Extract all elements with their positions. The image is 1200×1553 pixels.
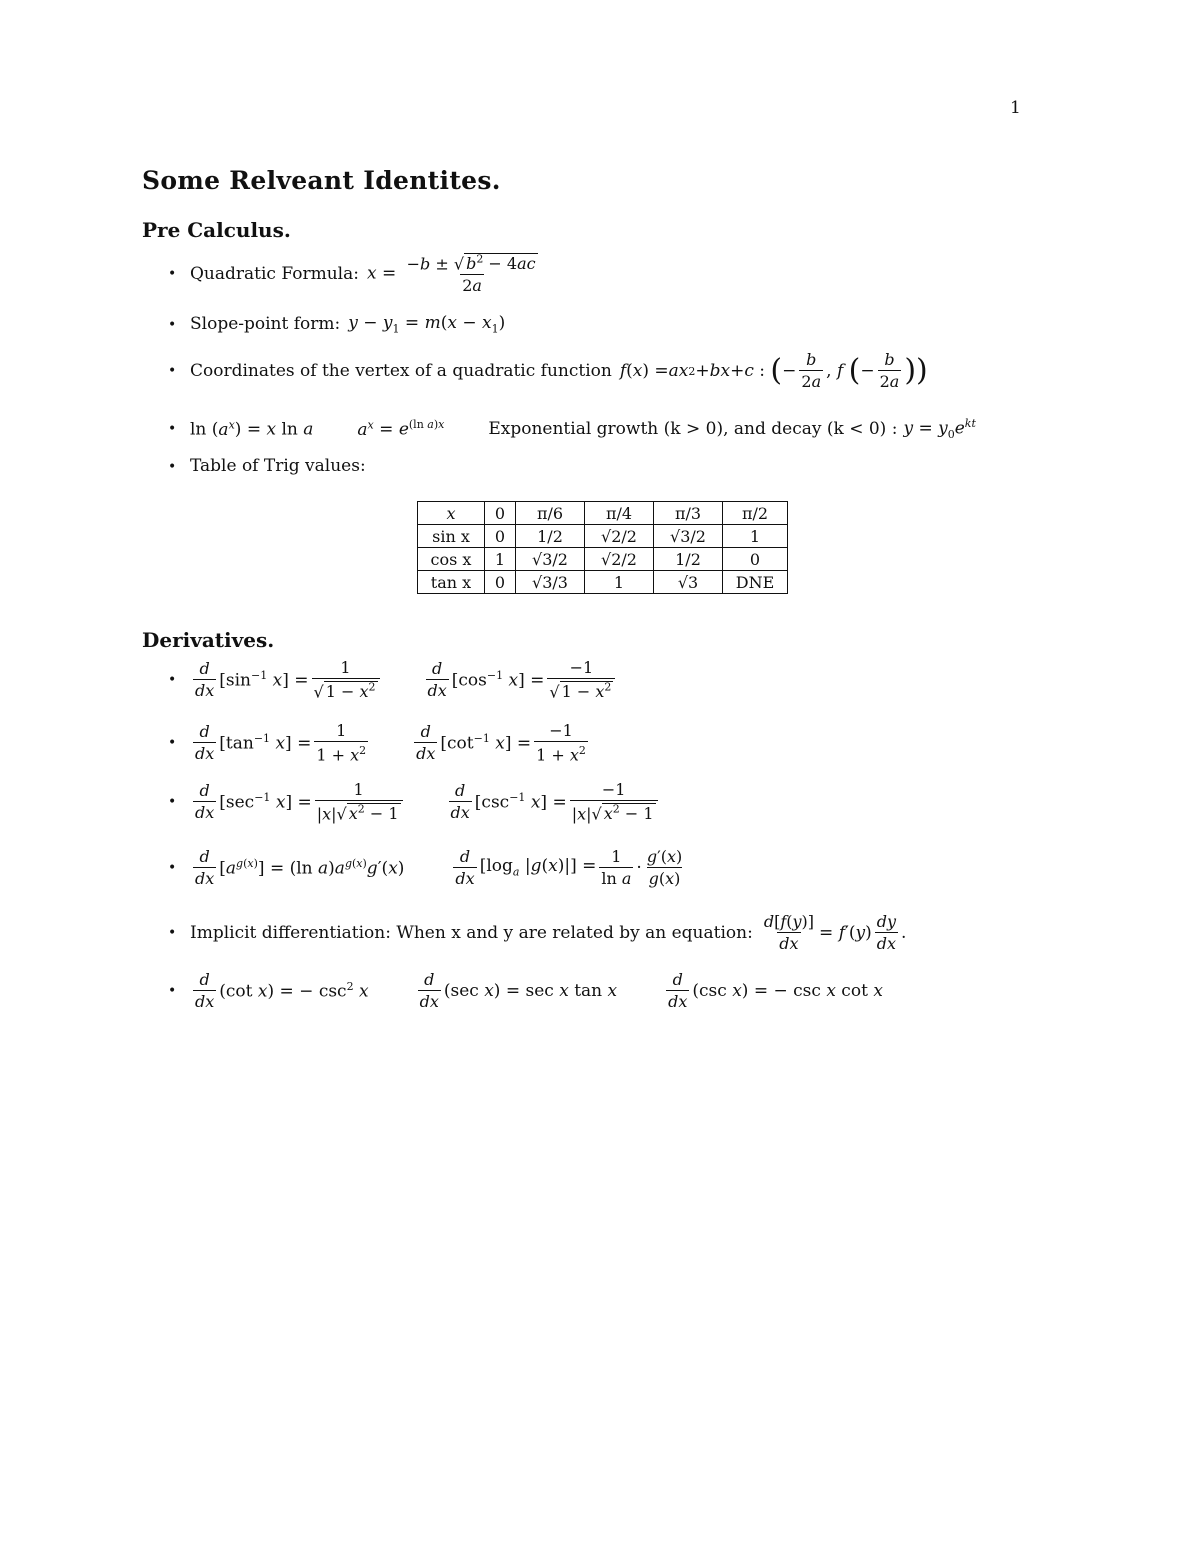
implicit-differentiation-item: • Implicit differentiation: When x and y are related by an equation: $\frac{d[f(y)]}{dx}$ = f′(y) $\frac{dy}{dx}$ .: [168, 912, 907, 953]
table-cell: π/2: [723, 502, 788, 525]
quadratic-label: Quadratic Formula:: [190, 263, 359, 284]
table-cell: 0: [485, 502, 516, 525]
table-cell: 1/2: [516, 525, 585, 548]
table-cell: 1: [723, 525, 788, 548]
table-cell: 1: [485, 548, 516, 571]
growth-label: Exponential growth (k > 0), and decay (k < 0) :: [488, 418, 898, 439]
bullet-icon: •: [168, 925, 177, 941]
table-cell: π/6: [516, 502, 585, 525]
bullet-icon: •: [168, 983, 177, 999]
table-cell: √3/2: [516, 548, 585, 571]
exp-identity: $a^x = e^{(ln a)x}$: [357, 418, 445, 440]
page-number: 1: [1010, 98, 1021, 118]
derivative-arctan-arccot: • $\frac{d}{dx}$ [$\tan^{-1}$ x] = $\frac{1}{1 + x^2}$ $\frac{d}{dx}$ [$\cot^{-1}$ x] = $\frac{-1}{1 + x^2}$: [168, 721, 586, 765]
table-row: [418, 525, 788, 548]
bullet-icon: •: [168, 860, 177, 876]
table-cell: π/4: [585, 502, 654, 525]
table-cell: 1/2: [654, 548, 723, 571]
table-cell: tan x: [418, 571, 485, 594]
table-cell: DNE: [723, 571, 788, 594]
trig-values-table: [417, 501, 788, 594]
vertex-item: [168, 352, 928, 390]
slope-label: Slope-point form:: [190, 314, 341, 335]
derivative-cot-sec-csc: • $\frac{d}{dx}$ (cot x) = − $\csc^2 x$ $\frac{d}{dx}$ (sec x) = sec x tan x $\frac{d}{dx}$ (csc x) = − csc x cot x: [168, 970, 883, 1011]
bullet-icon: •: [168, 421, 177, 438]
vertex-label: Coordinates of the vertex of a quadratic function: [190, 360, 612, 381]
slope-point-item: [168, 315, 505, 334]
bullet-icon: •: [168, 672, 177, 689]
slope-formula: $y - y_1 = m(x - x_1)$: [348, 313, 506, 336]
bullet-icon: •: [168, 363, 177, 379]
quadratic-formula: x = $\frac{-b \pm √ b^2 - 4ac}{2a}$: [366, 253, 536, 296]
log-exp-item: [168, 418, 976, 440]
bullet-icon: •: [168, 458, 177, 475]
vertex-formula: f ( x ) = ax 2 + bx + c : ( − $\frac{b}{2a}$ , f ( − $\frac{b}{2a}$ )): [619, 350, 928, 391]
bullet-icon: •: [168, 794, 177, 811]
table-cell: 0: [723, 548, 788, 571]
table-cell: √3: [654, 571, 723, 594]
bullet-icon: •: [168, 735, 177, 752]
table-cell: 0: [485, 571, 516, 594]
table-cell: π/3: [654, 502, 723, 525]
derivative-arcsec-arccsc: • $\frac{d}{dx}$ [$\sec^{-1}$ x] = $\frac{1}{|x|√ x^2 - 1}$ $\frac{d}{dx}$ [$\csc^{-1}$ x] = $\frac{-1}{|x|√ x^2 - 1}$: [168, 782, 661, 822]
quadratic-formula-item: [168, 254, 543, 294]
bullet-icon: •: [168, 266, 177, 283]
table-cell: √2/2: [585, 525, 654, 548]
section-heading-derivatives: Derivatives.: [142, 628, 275, 652]
table-cell: cos x: [418, 548, 485, 571]
table-cell: sin x: [418, 525, 485, 548]
table-row: [418, 548, 788, 571]
implicit-label: Implicit differentiation: When x and y are related by an equation:: [190, 922, 753, 943]
trig-table-item: [168, 458, 366, 475]
growth-formula: $y = y_0e^{kt}$: [903, 417, 976, 442]
table-cell: 1: [585, 571, 654, 594]
table-row: [418, 571, 788, 594]
table-row: [418, 502, 788, 525]
table-cell: x: [418, 502, 485, 525]
derivative-arcsin-arccos: • $\frac{d}{dx}$ [$\sin^{-1}$ x] = $\frac{1}{√ 1 - x^2}$ $\frac{d}{dx}$ [$\cos^{-1}$ x] = $\frac{-1}{√ 1 - x^2}$: [168, 660, 618, 700]
bullet-icon: •: [168, 316, 177, 333]
section-heading-precalc: Pre Calculus.: [142, 218, 291, 242]
ln-identity: $\ln (a^x) = x$ ln a: [190, 418, 314, 440]
derivative-exp-log: • $\frac{d}{dx}$ $[a^{g(x)}] = (\ln$ $a)a^{g(x)}g'(x)$ $\frac{d}{dx}$ [$\log_a$ |g(x)|] = $\frac{1}{\text{ln a}}$ · $\frac{g'(x)}{g(x)}$: [168, 847, 683, 888]
table-cell: √2/2: [585, 548, 654, 571]
table-cell: √3/3: [516, 571, 585, 594]
table-cell: √3/2: [654, 525, 723, 548]
trig-label: Table of Trig values:: [190, 456, 366, 476]
page-title: Some Relveant Identites.: [142, 166, 501, 195]
table-cell: 0: [485, 525, 516, 548]
